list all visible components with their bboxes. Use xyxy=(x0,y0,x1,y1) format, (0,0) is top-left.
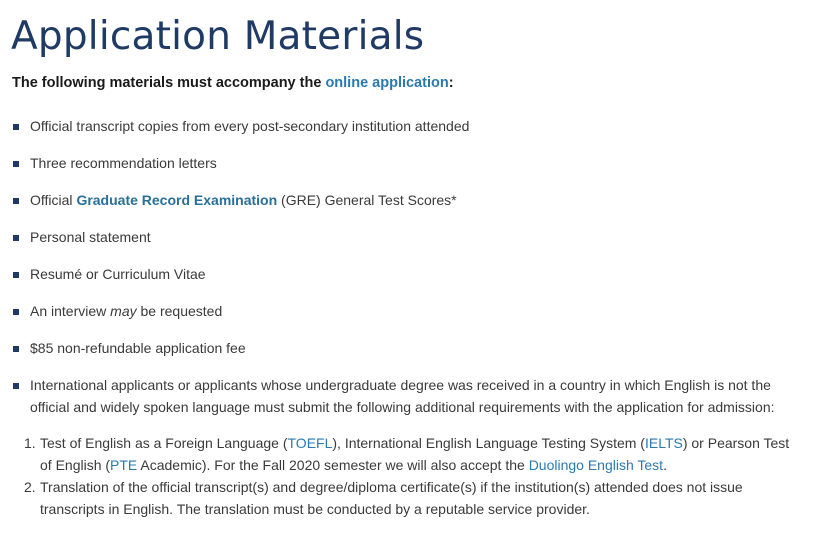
item-text: ) or Pearson Test of English ( xyxy=(40,435,790,473)
item-text: Academic). For the Fall 2020 semester we will also accept the xyxy=(137,457,529,473)
square-bullet-icon xyxy=(13,346,19,352)
intro-before: The following materials must accompany the xyxy=(12,75,326,91)
materials-list xyxy=(12,115,812,430)
pte-link[interactable]: PTE xyxy=(110,457,138,473)
ielts-link[interactable]: IELTS xyxy=(644,435,683,451)
item-emphasis: may xyxy=(110,303,137,319)
list-item xyxy=(24,476,804,520)
list-item xyxy=(12,300,812,322)
item-text: $85 non-refundable application fee xyxy=(30,340,246,356)
square-bullet-icon xyxy=(13,124,19,130)
square-bullet-icon xyxy=(13,309,19,315)
square-bullet-icon xyxy=(13,198,19,204)
item-text: Official transcript copies from every post-secondary institution attended xyxy=(30,118,470,134)
list-item xyxy=(12,152,812,174)
item-text-before: Official xyxy=(30,192,77,208)
list-item xyxy=(24,432,804,476)
item-text: ), International English Language Testing System ( xyxy=(332,435,645,451)
item-text: Personal statement xyxy=(30,229,151,245)
list-item xyxy=(12,226,812,248)
list-item xyxy=(12,263,812,285)
page-title: Application Materials xyxy=(11,14,425,59)
square-bullet-icon xyxy=(13,383,19,389)
square-bullet-icon xyxy=(13,272,19,278)
item-text-after: (GRE) General Test Scores* xyxy=(277,192,457,208)
item-text: Test of English as a Foreign Language ( xyxy=(40,435,288,451)
list-item xyxy=(12,337,812,359)
item-text: Three recommendation letters xyxy=(30,155,217,171)
item-text: Translation of the official transcript(s) and degree/diploma certificate(s) if the institution(s) attended does not issue transcripts in English. The translation must be conducted by a reputable service provider. xyxy=(40,479,743,517)
duolingo-link[interactable]: Duolingo English Test xyxy=(528,457,664,473)
item-number: 2. xyxy=(24,479,36,495)
list-item xyxy=(12,189,812,211)
item-number: 1. xyxy=(24,435,36,451)
list-item xyxy=(12,115,812,137)
online-application-link[interactable]: online application xyxy=(325,75,449,91)
gre-link[interactable]: Graduate Record Examination xyxy=(76,192,278,208)
toefl-link[interactable]: TOEFL xyxy=(287,435,333,451)
list-item xyxy=(12,374,812,418)
item-text: . xyxy=(663,457,667,473)
item-text-after: be requested xyxy=(136,303,223,319)
international-requirements-list xyxy=(24,432,804,520)
intro-text xyxy=(12,73,454,93)
square-bullet-icon xyxy=(13,235,19,241)
item-text: Resumé or Curriculum Vitae xyxy=(30,266,206,282)
square-bullet-icon xyxy=(13,161,19,167)
intro-after: : xyxy=(448,75,454,91)
item-text-before: An interview xyxy=(30,303,111,319)
item-text: International applicants or applicants whose undergraduate degree was received in a country in which English is not the official and widely spoken language must submit the following additional requirements with the application for admission: xyxy=(30,377,775,415)
